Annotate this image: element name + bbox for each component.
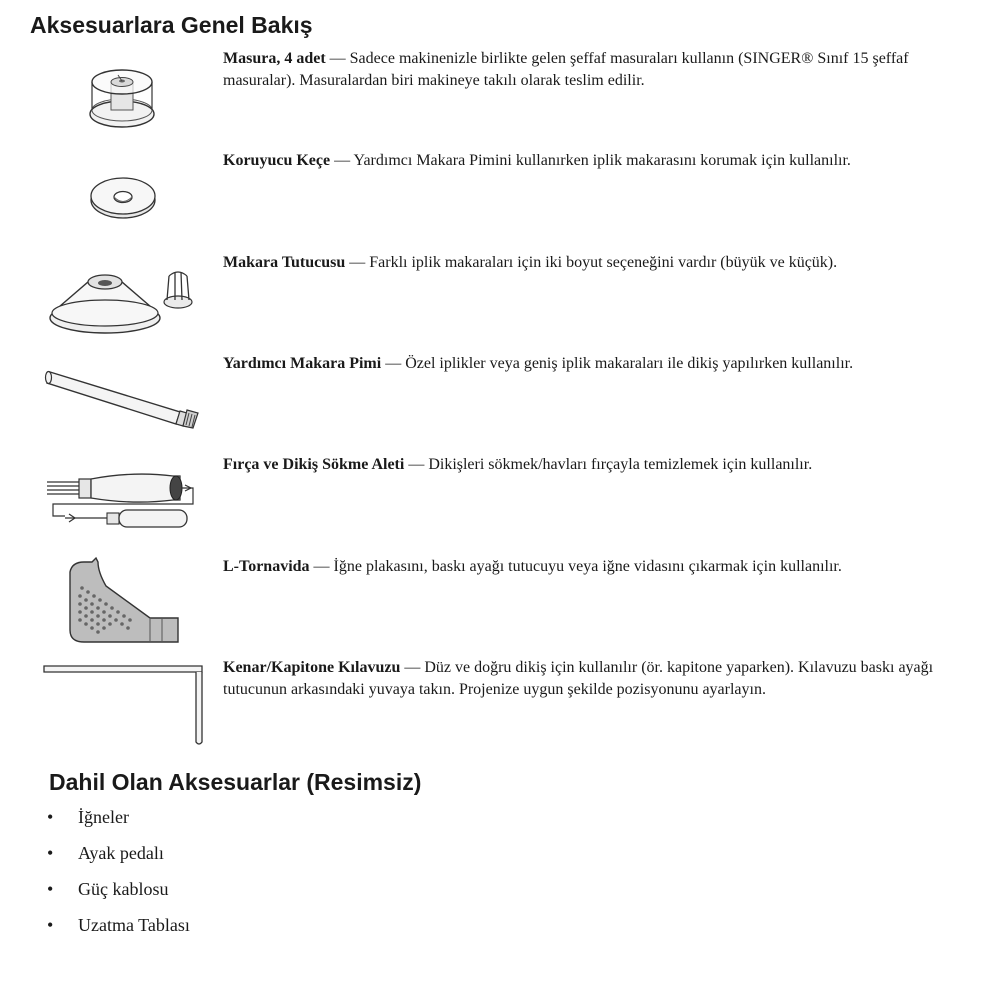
bullet-icon: • [47, 879, 54, 899]
accessory-name: L-Tornavida [223, 558, 310, 575]
accessory-l-screwdriver [223, 556, 983, 578]
separator: — [345, 254, 370, 271]
edge-quilting-guide-icon [42, 662, 208, 748]
list-item-label: İğneler [78, 807, 129, 827]
accessory-description: Özel iplikler veya geniş iplik makaraları ile dikiş yapılırken kullanılır. [405, 355, 854, 372]
list-item [47, 803, 190, 839]
accessory-name: Koruyucu Keçe [223, 152, 331, 169]
accessory-name: Masura, 4 adet [223, 50, 326, 67]
accessory-spool-felt [223, 150, 983, 172]
included-heading: Dahil Olan Aksesuarlar (Resimsiz) [49, 769, 422, 795]
included-list [47, 803, 190, 947]
list-item [47, 911, 190, 947]
list-item-label: Ayak pedalı [78, 843, 164, 863]
spool-felt-icon [89, 173, 159, 221]
accessory-description: Yardımcı Makara Pimini kullanırken iplik makarasını korumak için kullanılır. [353, 152, 851, 169]
separator: — [381, 355, 406, 372]
bullet-icon: • [47, 915, 54, 935]
separator: — [404, 456, 429, 473]
accessory-description: Dikişleri sökmek/havları fırçayla temizlemek için kullanılır. [428, 456, 813, 473]
accessory-description: İğne plakasını, baskı ayağı tutucuyu veya iğne vidasını çıkarmak için kullanılır. [333, 558, 842, 575]
accessory-brush-ripper [223, 454, 983, 476]
spool-cap-icon [48, 262, 204, 336]
accessory-spool-cap [223, 252, 983, 274]
list-item-label: Güç kablosu [78, 879, 169, 899]
separator: — [330, 152, 354, 169]
separator: — [325, 50, 350, 67]
separator: — [309, 558, 334, 575]
accessory-description: Farklı iplik makaraları için iki boyut seçeneğini vardır (büyük ve küçük). [369, 254, 838, 271]
list-item [47, 875, 190, 911]
accessory-description: Sadece makinenizle birlikte gelen şeffaf masuraları kullanın (SINGER® Sınıf 15 şeffaf masuralar). Masuralardan biri makineye takılı olarak teslim edilir. [223, 50, 909, 89]
accessory-bobbin [223, 48, 983, 92]
accessory-spool-pin [223, 353, 983, 375]
accessory-name: Fırça ve Dikiş Sökme Aleti [223, 456, 405, 473]
separator: — [400, 659, 425, 676]
spool-pin-icon [44, 366, 204, 432]
accessory-edge-guide [223, 657, 983, 701]
list-item-label: Uzatma Tablası [78, 915, 190, 935]
brush-seam-ripper-icon [45, 468, 200, 530]
accessory-description: Düz ve doğru dikiş için kullanılır (ör. kapitone yaparken). Kılavuzu baskı ayağı tutucunun arkasındaki yuvaya takın. Projenize uygun şekilde pozisyonunu ayarlayın. [223, 659, 934, 698]
accessory-name: Yardımcı Makara Pimi [223, 355, 382, 372]
bullet-icon: • [47, 807, 54, 827]
accessory-name: Kenar/Kapitone Kılavuzu [223, 659, 401, 676]
bullet-icon: • [47, 843, 54, 863]
page-title: Aksesuarlara Genel Bakış [30, 12, 313, 38]
bobbin-icon [88, 62, 160, 132]
l-screwdriver-icon [66, 556, 182, 648]
accessory-name: Makara Tutucusu [223, 254, 346, 271]
list-item [47, 839, 190, 875]
